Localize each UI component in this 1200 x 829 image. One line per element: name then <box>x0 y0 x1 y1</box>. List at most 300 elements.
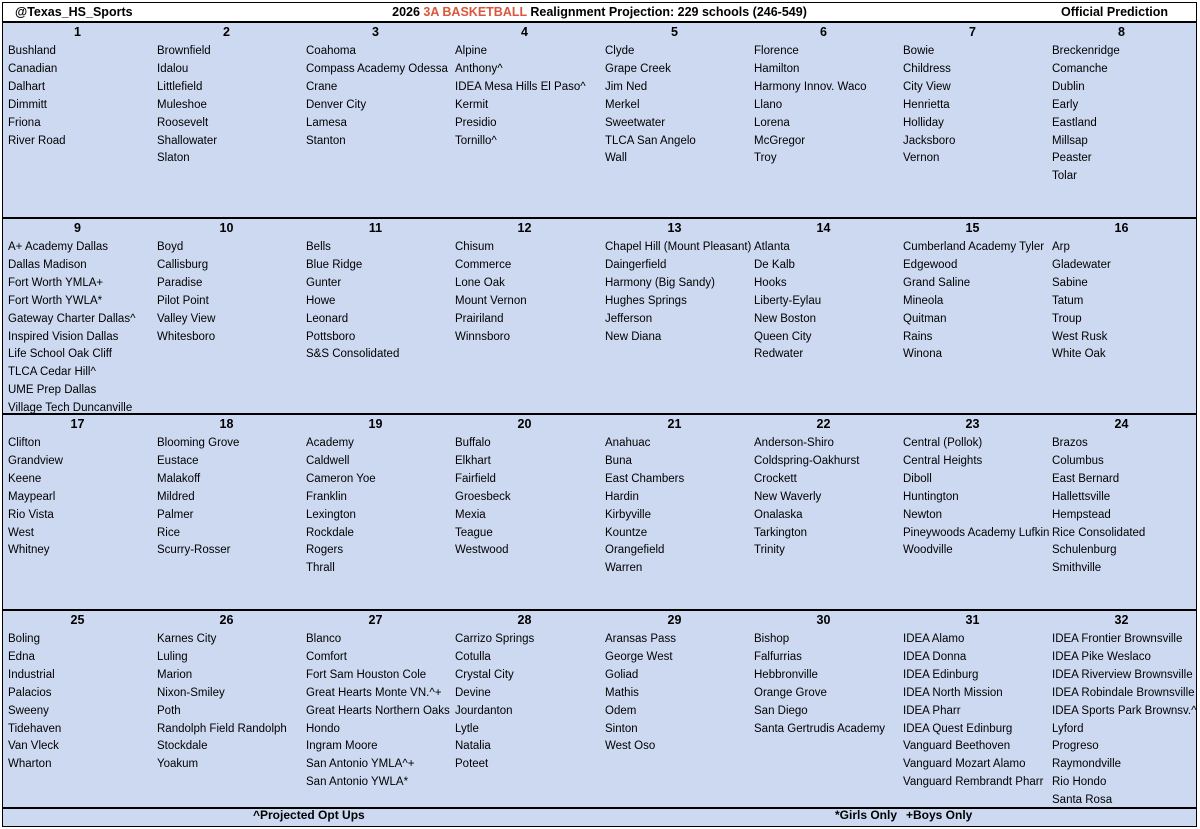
school-name: Tolar <box>1052 170 1077 183</box>
school-name: Schulenburg <box>1052 544 1117 557</box>
school-name: Lone Oak <box>455 276 505 289</box>
district-number: 1 <box>74 25 81 39</box>
school-name: Woodville <box>903 544 953 557</box>
district-22 <box>749 415 898 609</box>
school-name: De Kalb <box>754 258 795 271</box>
school-name: Vanguard Beethoven <box>903 740 1011 753</box>
school-name: Great Hearts Northern Oaks <box>306 704 450 717</box>
page-title <box>3 3 1196 21</box>
school-name: Muleshoe <box>157 98 207 111</box>
school-name: Jim Ned <box>605 80 648 93</box>
district-number: 13 <box>667 221 682 235</box>
school-list <box>898 435 1050 560</box>
school-name: Early <box>1052 98 1079 111</box>
school-list <box>450 239 599 346</box>
school-name: Comfort <box>306 650 347 663</box>
district-2 <box>152 23 301 217</box>
school-name: West <box>8 526 34 539</box>
school-name: Karnes City <box>157 633 217 645</box>
school-name: IDEA North Mission <box>903 686 1003 699</box>
school-list <box>749 631 898 738</box>
school-name: Teague <box>455 526 493 539</box>
school-name: Hardin <box>605 490 639 503</box>
school-name: Pineywoods Academy Lufkin <box>903 526 1050 539</box>
school-name: IDEA Robindale Brownsville <box>1052 686 1195 699</box>
district-number: 17 <box>70 417 85 431</box>
school-name: Coahoma <box>306 45 356 57</box>
school-name: Alpine <box>455 45 487 57</box>
school-list <box>152 239 301 346</box>
school-name: Winnsboro <box>455 330 510 343</box>
school-name: Warren <box>605 562 643 575</box>
school-list <box>152 631 301 774</box>
school-name: Aransas Pass <box>605 633 676 645</box>
district-number: 5 <box>671 25 678 39</box>
school-name: Poth <box>157 704 181 717</box>
school-name: Whitesboro <box>157 330 216 343</box>
school-name: Kountze <box>605 526 648 539</box>
school-name: Slaton <box>157 152 190 165</box>
school-list <box>301 435 450 578</box>
school-name: Mexia <box>455 508 486 521</box>
school-name: Dallas Madison <box>8 258 87 271</box>
school-name: Orange Grove <box>754 686 827 699</box>
school-name: River Road <box>8 134 66 147</box>
district-number: 29 <box>667 613 682 627</box>
school-name: Bowie <box>903 45 935 57</box>
school-name: Ingram Moore <box>306 740 378 753</box>
school-name: Hamilton <box>754 62 800 75</box>
school-name: Elkhart <box>455 454 491 467</box>
school-list <box>301 631 450 792</box>
school-name: Mineola <box>903 294 944 307</box>
school-name: George West <box>605 650 673 663</box>
school-name: Presidio <box>455 116 497 129</box>
school-name: Daingerfield <box>605 258 667 271</box>
school-name: Commerce <box>455 258 512 271</box>
school-list <box>749 239 898 364</box>
school-name: Compass Academy Odessa <box>306 62 448 75</box>
school-name: IDEA Sports Park Brownsv.^ <box>1052 704 1197 717</box>
school-name: Academy <box>306 437 354 449</box>
school-name: Bushland <box>8 45 56 57</box>
school-name: Mount Vernon <box>455 294 527 307</box>
district-number: 21 <box>667 417 682 431</box>
school-name: Bishop <box>754 633 790 645</box>
school-name: Eastland <box>1052 116 1097 129</box>
school-name: Fort Sam Houston Cole <box>306 668 427 681</box>
legend-girls-only: *Girls Only <box>835 808 898 822</box>
school-list <box>600 239 752 346</box>
school-name: Life School Oak Cliff <box>8 348 112 361</box>
school-name: Arp <box>1052 241 1070 253</box>
school-name: Maypearl <box>8 490 56 503</box>
school-name: Dimmitt <box>8 98 47 111</box>
school-list <box>1047 239 1196 364</box>
school-name: Randolph Field Randolph <box>157 722 287 735</box>
school-list <box>450 435 599 560</box>
school-name: Hebbronville <box>754 668 818 681</box>
school-name: Goliad <box>605 668 639 681</box>
school-list <box>600 631 749 756</box>
school-name: Industrial <box>8 668 55 681</box>
school-name: Hughes Springs <box>605 294 687 307</box>
school-name: Crystal City <box>455 668 514 681</box>
school-list <box>1047 43 1196 186</box>
school-name: TLCA Cedar Hill^ <box>8 366 96 379</box>
district-number: 20 <box>517 417 532 431</box>
school-name: East Chambers <box>605 472 685 485</box>
school-name: Troy <box>754 152 777 165</box>
school-list <box>301 239 450 364</box>
school-name: Buffalo <box>455 437 491 449</box>
district-19 <box>301 415 450 609</box>
district-12 <box>450 219 599 413</box>
school-name: Malakoff <box>157 472 201 485</box>
school-name: Bells <box>306 241 331 253</box>
school-name: IDEA Donna <box>903 650 967 663</box>
school-name: Winona <box>903 348 942 361</box>
district-25 <box>3 611 152 807</box>
school-name: City View <box>903 80 951 93</box>
school-name: Fort Worth YWLA* <box>8 294 103 307</box>
school-name: Tatum <box>1052 294 1084 307</box>
school-name: Rio Hondo <box>1052 776 1107 789</box>
school-name: Cotulla <box>455 650 491 663</box>
district-number: 22 <box>816 417 831 431</box>
official-label: Official Prediction <box>1061 5 1168 19</box>
district-13 <box>600 219 752 413</box>
district-number: 4 <box>521 25 528 39</box>
school-name: Wharton <box>8 758 52 771</box>
school-name: Lexington <box>306 508 356 521</box>
district-number: 2 <box>223 25 230 39</box>
twitter-handle: @Texas_HS_Sports <box>15 5 133 19</box>
school-name: Santa Rosa <box>1052 794 1113 807</box>
school-name: IDEA Mesa Hills El Paso^ <box>455 80 586 93</box>
school-name: Lyford <box>1052 722 1084 735</box>
school-name: Chisum <box>455 241 494 253</box>
district-9 <box>3 219 152 413</box>
school-name: Cumberland Academy Tyler <box>903 241 1045 253</box>
school-name: IDEA Alamo <box>903 633 965 645</box>
school-name: Dalhart <box>8 80 46 93</box>
school-name: Marion <box>157 668 193 681</box>
school-name: A+ Academy Dallas <box>8 241 109 253</box>
school-name: Brownfield <box>157 45 211 57</box>
school-name: Groesbeck <box>455 490 511 503</box>
school-name: Stockdale <box>157 740 208 753</box>
school-name: Roosevelt <box>157 116 209 129</box>
school-name: Rice Consolidated <box>1052 526 1146 539</box>
district-15 <box>898 219 1047 413</box>
school-name: San Antonio YMLA^+ <box>306 758 415 771</box>
district-number: 26 <box>219 613 234 627</box>
school-name: Keene <box>8 472 42 485</box>
district-number: 3 <box>372 25 379 39</box>
school-name: Paradise <box>157 276 203 289</box>
school-name: Poteet <box>455 758 489 771</box>
school-list <box>152 43 301 168</box>
school-list <box>600 435 749 578</box>
school-name: Westwood <box>455 544 509 557</box>
school-name: Rice <box>157 526 181 539</box>
district-31 <box>898 611 1047 807</box>
school-name: Central (Pollok) <box>903 437 983 449</box>
district-number: 6 <box>820 25 827 39</box>
school-list <box>3 435 152 560</box>
school-name: Comanche <box>1052 62 1108 75</box>
school-name: Rockdale <box>306 526 354 539</box>
school-name: Callisburg <box>157 258 209 271</box>
school-name: Liberty-Eylau <box>754 294 822 307</box>
district-21 <box>600 415 749 609</box>
school-name: Rogers <box>306 544 344 557</box>
school-name: Vanguard Rembrandt Pharr <box>903 776 1044 789</box>
school-name: Lamesa <box>306 116 347 129</box>
district-27 <box>301 611 450 807</box>
school-name: Kirbyville <box>605 508 652 521</box>
school-name: Idalou <box>157 62 189 75</box>
district-number: 11 <box>368 221 383 235</box>
school-name: Hallettsville <box>1052 490 1111 503</box>
school-name: Tidehaven <box>8 722 62 735</box>
school-name: Trinity <box>754 544 785 557</box>
school-name: Chapel Hill (Mount Pleasant) <box>605 241 752 253</box>
school-name: Sinton <box>605 722 638 735</box>
school-name: Tarkington <box>754 526 808 539</box>
district-number: 28 <box>517 613 532 627</box>
school-name: Crockett <box>754 472 797 485</box>
school-list <box>898 43 1047 168</box>
school-name: Boyd <box>157 241 184 253</box>
school-name: Sabine <box>1052 276 1088 289</box>
district-row <box>3 415 1196 611</box>
school-list <box>450 43 599 150</box>
school-name: Dublin <box>1052 80 1085 93</box>
district-1 <box>3 23 152 217</box>
district-24 <box>1047 415 1196 609</box>
school-list <box>1047 435 1196 578</box>
school-name: Mathis <box>605 686 639 699</box>
school-name: Leonard <box>306 312 349 325</box>
school-name: Harmony Innov. Waco <box>754 80 867 93</box>
school-name: Redwater <box>754 348 804 361</box>
school-name: Coldspring-Oakhurst <box>754 454 860 467</box>
school-name: Smithville <box>1052 562 1102 575</box>
school-name: Great Hearts Monte VN.^+ <box>306 686 442 699</box>
school-name: Hempstead <box>1052 508 1111 521</box>
school-name: Vernon <box>903 152 940 165</box>
school-name: Pilot Point <box>157 294 209 307</box>
district-number: 30 <box>816 613 831 627</box>
school-name: Inspired Vision Dallas <box>8 330 119 343</box>
school-name: Brazos <box>1052 437 1088 449</box>
school-name: Holliday <box>903 116 944 129</box>
footer-legend <box>3 806 1196 826</box>
school-name: Thrall <box>306 562 335 575</box>
school-name: Blooming Grove <box>157 437 240 449</box>
title-suffix: Realignment Projection: 229 schools (246-549) <box>526 5 807 19</box>
school-name: Buna <box>605 454 632 467</box>
district-30 <box>749 611 898 807</box>
school-name: Friona <box>8 116 41 129</box>
school-name: Van Vleck <box>8 740 59 753</box>
school-name: Caldwell <box>306 454 350 467</box>
school-name: Natalia <box>455 740 491 753</box>
school-name: Gladewater <box>1052 258 1111 271</box>
school-list <box>898 631 1047 792</box>
school-name: Fairfield <box>455 472 496 485</box>
district-number: 12 <box>517 221 532 235</box>
school-name: Queen City <box>754 330 812 343</box>
school-name: Santa Gertrudis Academy <box>754 722 886 735</box>
legend-opt-ups: ^Projected Opt Ups <box>253 808 365 822</box>
school-name: Henrietta <box>903 98 950 111</box>
school-name: McGregor <box>754 134 806 147</box>
school-name: Howe <box>306 294 336 307</box>
district-18 <box>152 415 301 609</box>
school-name: New Waverly <box>754 490 822 503</box>
school-name: IDEA Pharr <box>903 704 961 717</box>
school-name: Columbus <box>1052 454 1104 467</box>
school-name: Pottsboro <box>306 330 356 343</box>
school-list <box>749 435 898 560</box>
district-number: 32 <box>1114 613 1129 627</box>
district-10 <box>152 219 301 413</box>
school-name: Crane <box>306 80 338 93</box>
school-name: East Bernard <box>1052 472 1120 485</box>
school-list <box>3 43 152 150</box>
district-3 <box>301 23 450 217</box>
school-list <box>3 239 152 418</box>
school-name: Jourdanton <box>455 704 513 717</box>
district-5 <box>600 23 749 217</box>
school-name: Clyde <box>605 45 635 57</box>
school-name: Fort Worth YMLA+ <box>8 276 104 289</box>
school-name: Yoakum <box>157 758 199 771</box>
title-prefix: 2026 <box>392 5 424 19</box>
district-16 <box>1047 219 1196 413</box>
school-name: Edgewood <box>903 258 958 271</box>
school-name: Grandview <box>8 454 63 467</box>
school-name: Valley View <box>157 312 216 325</box>
school-name: Anthony^ <box>455 62 503 75</box>
district-number: 24 <box>1114 417 1129 431</box>
school-name: Palacios <box>8 686 52 699</box>
school-name: Canadian <box>8 62 58 75</box>
district-11 <box>301 219 450 413</box>
school-name: Kermit <box>455 98 489 111</box>
school-name: Carrizo Springs <box>455 633 535 645</box>
school-name: IDEA Pike Weslaco <box>1052 650 1151 663</box>
school-name: Sweeny <box>8 704 49 717</box>
district-number: 25 <box>70 613 85 627</box>
school-list <box>1047 631 1196 810</box>
school-name: IDEA Frontier Brownsville <box>1052 633 1183 645</box>
school-name: Grand Saline <box>903 276 971 289</box>
school-name: Denver City <box>306 98 367 111</box>
school-name: Orangefield <box>605 544 665 557</box>
district-number: 9 <box>74 221 81 235</box>
school-name: Onalaska <box>754 508 803 521</box>
school-name: San Antonio YWLA* <box>306 776 409 789</box>
school-name: Lytle <box>455 722 479 735</box>
district-6 <box>749 23 898 217</box>
legend-boys-only: +Boys Only <box>906 808 973 822</box>
school-name: Newton <box>903 508 942 521</box>
district-29 <box>600 611 749 807</box>
school-list <box>898 239 1047 364</box>
school-name: Breckenridge <box>1052 45 1120 57</box>
district-number: 14 <box>816 221 831 235</box>
school-name: Merkel <box>605 98 640 111</box>
school-name: Diboll <box>903 472 932 485</box>
school-name: Odem <box>605 704 637 717</box>
school-list <box>600 43 749 168</box>
school-list <box>749 43 898 168</box>
school-name: Palmer <box>157 508 194 521</box>
realignment-sheet <box>2 2 1197 827</box>
school-name: Littlefield <box>157 80 203 93</box>
district-17 <box>3 415 152 609</box>
school-name: IDEA Quest Edinburg <box>903 722 1013 735</box>
district-26 <box>152 611 301 807</box>
district-number: 7 <box>969 25 976 39</box>
district-number: 19 <box>368 417 383 431</box>
school-name: IDEA Riverview Brownsville <box>1052 668 1193 681</box>
school-name: Gunter <box>306 276 342 289</box>
school-name: San Diego <box>754 704 808 717</box>
district-number: 31 <box>965 613 980 627</box>
school-name: Jacksboro <box>903 134 956 147</box>
school-name: New Boston <box>754 312 817 325</box>
school-name: S&S Consolidated <box>306 348 400 361</box>
school-name: Florence <box>754 45 799 57</box>
school-name: Harmony (Big Sandy) <box>605 276 715 289</box>
district-row <box>3 23 1196 219</box>
school-name: Falfurrias <box>754 650 802 663</box>
school-name: Progreso <box>1052 740 1099 753</box>
school-name: Clifton <box>8 437 41 449</box>
district-row <box>3 611 1196 809</box>
school-name: Blue Ridge <box>306 258 363 271</box>
district-28 <box>450 611 599 807</box>
school-name: Whitney <box>8 544 50 557</box>
school-name: Millsap <box>1052 134 1088 147</box>
school-name: West Rusk <box>1052 330 1108 343</box>
school-name: Cameron Yoe <box>306 472 376 485</box>
school-name: Hooks <box>754 276 787 289</box>
school-name: Gateway Charter Dallas^ <box>8 312 136 325</box>
school-name: Lorena <box>754 116 790 129</box>
school-name: Llano <box>754 98 783 111</box>
district-4 <box>450 23 599 217</box>
school-name: Village Tech Duncanville <box>8 402 133 415</box>
school-name: Quitman <box>903 312 947 325</box>
school-name: IDEA Edinburg <box>903 668 979 681</box>
school-name: Jefferson <box>605 312 653 325</box>
school-name: Childress <box>903 62 951 75</box>
district-20 <box>450 415 599 609</box>
district-row <box>3 219 1196 415</box>
school-name: Boling <box>8 633 40 645</box>
district-number: 16 <box>1114 221 1129 235</box>
school-name: Prairiland <box>455 312 504 325</box>
school-name: Scurry-Rosser <box>157 544 231 557</box>
school-name: Rains <box>903 330 933 343</box>
school-name: Franklin <box>306 490 347 503</box>
